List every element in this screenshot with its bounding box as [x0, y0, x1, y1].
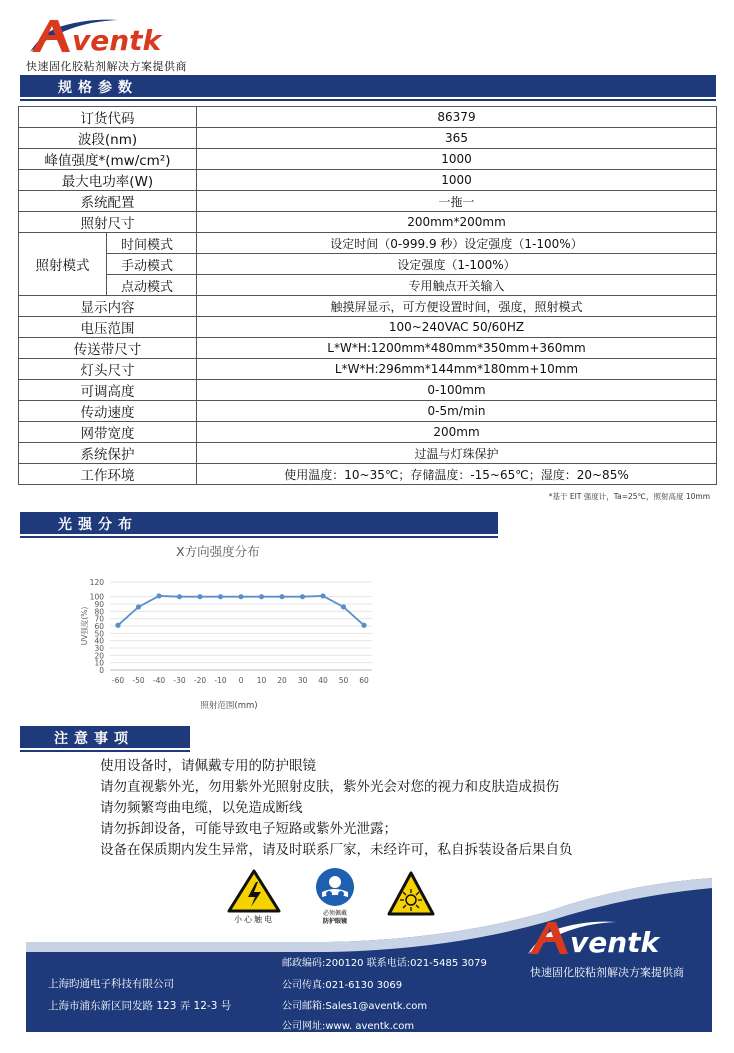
- x-tick-label: -50: [132, 676, 145, 685]
- spec-value: 0-5m/min: [197, 401, 717, 422]
- spec-row: [19, 149, 717, 170]
- y-tick-label: 30: [94, 644, 104, 653]
- x-tick-label: 10: [256, 676, 267, 685]
- eye-label-2: 防护眼镜: [322, 918, 347, 925]
- aventk-logo: [26, 14, 196, 56]
- y-tick-label: 10: [94, 658, 104, 668]
- chart-plot: [76, 538, 384, 710]
- x-tick-label: -20: [193, 676, 207, 685]
- y-tick-label: 120: [89, 578, 104, 587]
- note-item: 请勿拆卸设备，可能导致电子短路或紫外光泄露；: [100, 821, 397, 837]
- y-tick-label: 90: [94, 600, 104, 609]
- data-point: [218, 594, 223, 599]
- x-tick-label: 20: [277, 676, 287, 685]
- spec-row: [19, 338, 717, 359]
- mode-value: 设定时间（0-999.9 秒）设定强度（1-100%）: [197, 233, 717, 254]
- data-point: [197, 594, 202, 599]
- x-tick-label: 0: [238, 676, 244, 685]
- data-point: [300, 594, 305, 599]
- spec-label: 照射尺寸: [19, 212, 197, 233]
- footer: [26, 878, 712, 1032]
- footer-tagline: 快速固化胶粘剂解决方案提供商: [530, 966, 684, 979]
- notes-list: [100, 756, 573, 861]
- spec-value: 1000: [197, 149, 717, 170]
- spec-value: 1000: [197, 170, 717, 191]
- y-tick-label: 100: [89, 592, 104, 602]
- spec-row: [19, 359, 717, 380]
- contact-email: 公司邮箱:Sales1@aventk.com: [282, 1001, 428, 1012]
- y-tick-label: 40: [94, 636, 104, 646]
- distribution-section-bar: [20, 512, 498, 534]
- x-tick-label: -40: [152, 676, 166, 685]
- spec-label: 订货代码: [19, 107, 197, 128]
- spec-row: [19, 401, 717, 422]
- spec-section-bar: [20, 75, 716, 97]
- spec-row: [19, 254, 717, 275]
- y-axis-label: UV强度(%): [80, 606, 89, 646]
- spec-label: 显示内容: [19, 296, 197, 317]
- spec-value: 100~240VAC 50/60HZ: [197, 317, 717, 338]
- mode-label: 点动模式: [107, 275, 197, 296]
- data-point: [136, 604, 141, 609]
- spec-label: 可调高度: [19, 380, 197, 401]
- spec-label: 工作环境: [19, 464, 197, 485]
- company-name: 上海昀通电子科技有限公司: [48, 978, 174, 990]
- spec-value: 0-100mm: [197, 380, 717, 401]
- company-address: 上海市浦东新区同发路 123 弄 12-3 号: [48, 1000, 232, 1012]
- x-tick-label: -30: [173, 676, 186, 685]
- spec-value: 365: [197, 128, 717, 149]
- spec-row: [19, 443, 717, 464]
- spec-value: 200mm: [197, 422, 717, 443]
- y-tick-label: 0: [99, 666, 104, 675]
- spec-label: 网带宽度: [19, 422, 197, 443]
- spec-row: [19, 233, 717, 254]
- mode-label: 手动模式: [107, 254, 197, 275]
- series-line: [118, 596, 364, 625]
- spec-label: 峰值强度*(mw/cm²): [19, 149, 197, 170]
- eye-label-1: 必须佩戴: [322, 910, 347, 917]
- svg-text:ventk: ventk: [570, 926, 660, 958]
- note-item: 设备在保质期内发生异常，请及时联系厂家，未经许可，私自拆装设备后果自负: [100, 842, 573, 858]
- x-tick-label: -10: [214, 676, 227, 685]
- spec-table: [18, 106, 717, 485]
- spec-row: [19, 422, 717, 443]
- contact-fax: 公司传真:021-6130 3069: [282, 980, 403, 991]
- spec-row: [19, 212, 717, 233]
- x-tick-label: 50: [338, 676, 349, 685]
- data-point: [238, 594, 243, 599]
- spec-row: [19, 275, 717, 296]
- distribution-section-title: 光强分布: [58, 517, 138, 533]
- spec-label: 灯头尺寸: [19, 359, 197, 380]
- spec-row: [19, 464, 717, 485]
- notes-section-bar: [20, 726, 190, 748]
- header-tagline: 快速固化胶粘剂解决方案提供商: [26, 60, 187, 73]
- data-point: [279, 594, 284, 599]
- y-tick-label: 70: [94, 614, 104, 624]
- spec-row: [19, 128, 717, 149]
- spec-footnote: *基于 EIT 强度计，Ta=25℃，照射高度 10mm: [548, 492, 710, 501]
- spec-label: 传送带尺寸: [19, 338, 197, 359]
- x-tick-label: 30: [297, 676, 308, 685]
- spec-value: 触摸屏显示，可方便设置时间，强度，照射模式: [197, 296, 717, 317]
- x-axis-label: 照射范围(mm): [200, 701, 258, 710]
- y-tick-label: 60: [94, 622, 104, 631]
- notes-section-title: 注意事项: [54, 731, 134, 747]
- spec-value: 86379: [197, 107, 717, 128]
- spec-label: 最大电功率(W): [19, 170, 197, 191]
- spec-value: L*W*H:1200mm*480mm*350mm+360mm: [197, 338, 717, 359]
- spec-value: 一拖一: [197, 191, 717, 212]
- contact-postcode-phone: 邮政编码:200120 联系电话:021-5485 3079: [282, 958, 487, 969]
- spec-label: 波段(nm): [19, 128, 197, 149]
- mode-group-label: 照射模式: [19, 233, 107, 296]
- data-point: [320, 593, 325, 598]
- data-point: [361, 623, 366, 628]
- mode-label: 时间模式: [107, 233, 197, 254]
- note-item: 使用设备时，请佩戴专用的防护眼镜: [100, 758, 316, 774]
- intensity-chart: [76, 538, 384, 710]
- spec-row: [19, 296, 717, 317]
- note-item: 请勿直视紫外光，勿用紫外光照射皮肤，紫外光会对您的视力和皮肤造成损伤: [100, 779, 559, 795]
- svg-text:ventk: ventk: [72, 24, 162, 56]
- spec-row: [19, 170, 717, 191]
- mode-value: 设定强度（1-100%）: [197, 254, 717, 275]
- spec-label: 电压范围: [19, 317, 197, 338]
- spec-value: L*W*H:296mm*144mm*180mm+10mm: [197, 359, 717, 380]
- spec-row: [19, 107, 717, 128]
- y-tick-label: 20: [94, 651, 104, 661]
- spec-row: [19, 317, 717, 338]
- contact-website: 公司网址:www. aventk.com: [282, 1021, 415, 1032]
- y-tick-label: 50: [94, 629, 104, 639]
- chart-title: X方向强度分布: [176, 544, 260, 559]
- spec-row: [19, 191, 717, 212]
- note-item: 请勿频繁弯曲电缆，以免造成断线: [100, 800, 303, 816]
- spec-label: 系统保护: [19, 443, 197, 464]
- spec-section-title: 规格参数: [58, 80, 138, 96]
- spec-value: 使用温度：10~35℃；存储温度：-15~65℃；湿度：20~85%: [197, 464, 717, 485]
- data-point: [115, 623, 120, 628]
- x-tick-label: 60: [359, 676, 369, 685]
- data-point: [341, 604, 346, 609]
- mode-value: 专用触点开关输入: [197, 275, 717, 296]
- x-tick-label: -60: [111, 676, 125, 685]
- footer-aventk-logo: [524, 916, 694, 958]
- x-tick-label: 40: [318, 676, 328, 685]
- data-point: [156, 593, 161, 598]
- shock-label: 小心触电: [234, 915, 274, 924]
- data-point: [259, 594, 264, 599]
- y-tick-label: 80: [94, 607, 104, 617]
- spec-value: 200mm*200mm: [197, 212, 717, 233]
- spec-label: 传动速度: [19, 401, 197, 422]
- spec-value: 过温与灯珠保护: [197, 443, 717, 464]
- data-point: [177, 594, 182, 599]
- spec-row: [19, 380, 717, 401]
- spec-label: 系统配置: [19, 191, 197, 212]
